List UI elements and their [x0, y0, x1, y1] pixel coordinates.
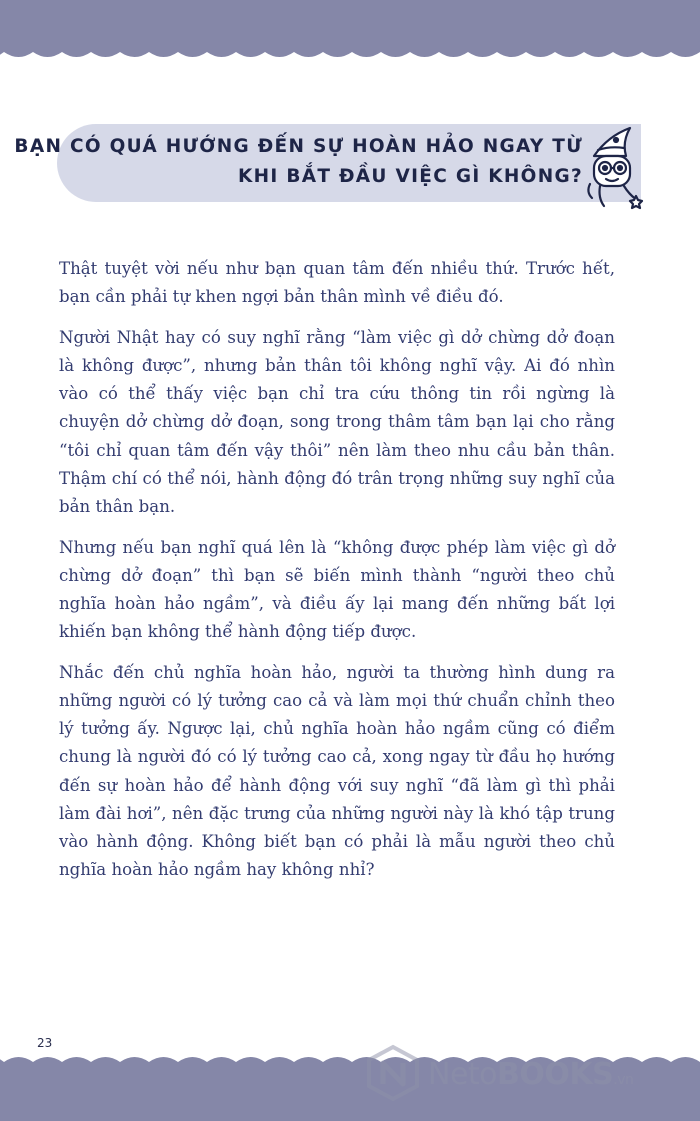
- watermark-brand-light: Neto: [428, 1057, 498, 1092]
- paragraph-2: Người Nhật hay có suy nghĩ rằng “làm việc gì dở chừng dở đoạn là không được”, nhưng bản thân tôi không nghĩ vậy. Ai đó nhìn vào có thể thấy việc bạn chỉ tra cứu thông tin rồi ngừng là chuyện dở chừng dở đoạn, song trong thâm tâm bạn lại cho rằng “tôi chỉ quan tâm đến vậy thôi” nên làm theo nhu cầu bản thân. Thậm chí có thể nói, hành động đó trân trọng những suy nghĩ của bản thân bạn.: [59, 327, 615, 517]
- netobooks-logo-icon: [364, 1044, 422, 1102]
- section-title-line-2: KHI BẮT ĐẦU VIỆC GÌ KHÔNG?: [237, 166, 583, 187]
- section-title: [14, 132, 583, 192]
- page-number: 23: [37, 1036, 53, 1050]
- watermark-text: [428, 1057, 633, 1092]
- watermark-brand-bold: BOOKS: [497, 1057, 614, 1092]
- wizard-mascot-icon: [580, 126, 644, 210]
- top-decorative-band: [0, 0, 700, 62]
- paragraph-1: Thật tuyệt vời nếu như bạn quan tâm đến nhiều thứ. Trước hết, bạn cần phải tự khen ngợi bản thân mình về điều đó.: [59, 259, 615, 307]
- paragraph-3: Nhưng nếu bạn nghĩ quá lên là “không được phép làm việc gì dở chừng dở đoạn” thì bạn sẽ biến mình thành “người theo chủ nghĩa hoàn hảo ngầm”, và điều ấy lại mang đến những bất lợi khiến bạn không thể hành động tiếp được.: [59, 537, 615, 642]
- body-text: [59, 255, 615, 897]
- section-title-line-1: BẠN CÓ QUÁ HƯỚNG ĐẾN SỰ HOÀN HẢO NGAY TỪ: [14, 136, 583, 157]
- paragraph-4: Nhắc đến chủ nghĩa hoàn hảo, người ta thường hình dung ra những người có lý tưởng cao cả và làm mọi thứ chuẩn chỉnh theo lý tưởng ấy. Ngược lại, chủ nghĩa hoàn hảo ngầm cũng có điểm chung là người đó có lý tưởng cao cả, xong ngay từ đầu họ hướng đến sự hoàn hảo để hành động với suy nghĩ “đã làm gì thì phải làm đài hơi”, nên đặc trưng của những người này là khó tập trung vào hành động. Không biết bạn có phải là mẫu người theo chủ nghĩa hoàn hảo ngầm hay không nhỉ?: [59, 662, 615, 880]
- section-title-box: [14, 124, 641, 202]
- top-band-shape: [0, 0, 700, 57]
- netobooks-watermark: [364, 1044, 684, 1104]
- watermark-tld: .vn: [613, 1072, 634, 1088]
